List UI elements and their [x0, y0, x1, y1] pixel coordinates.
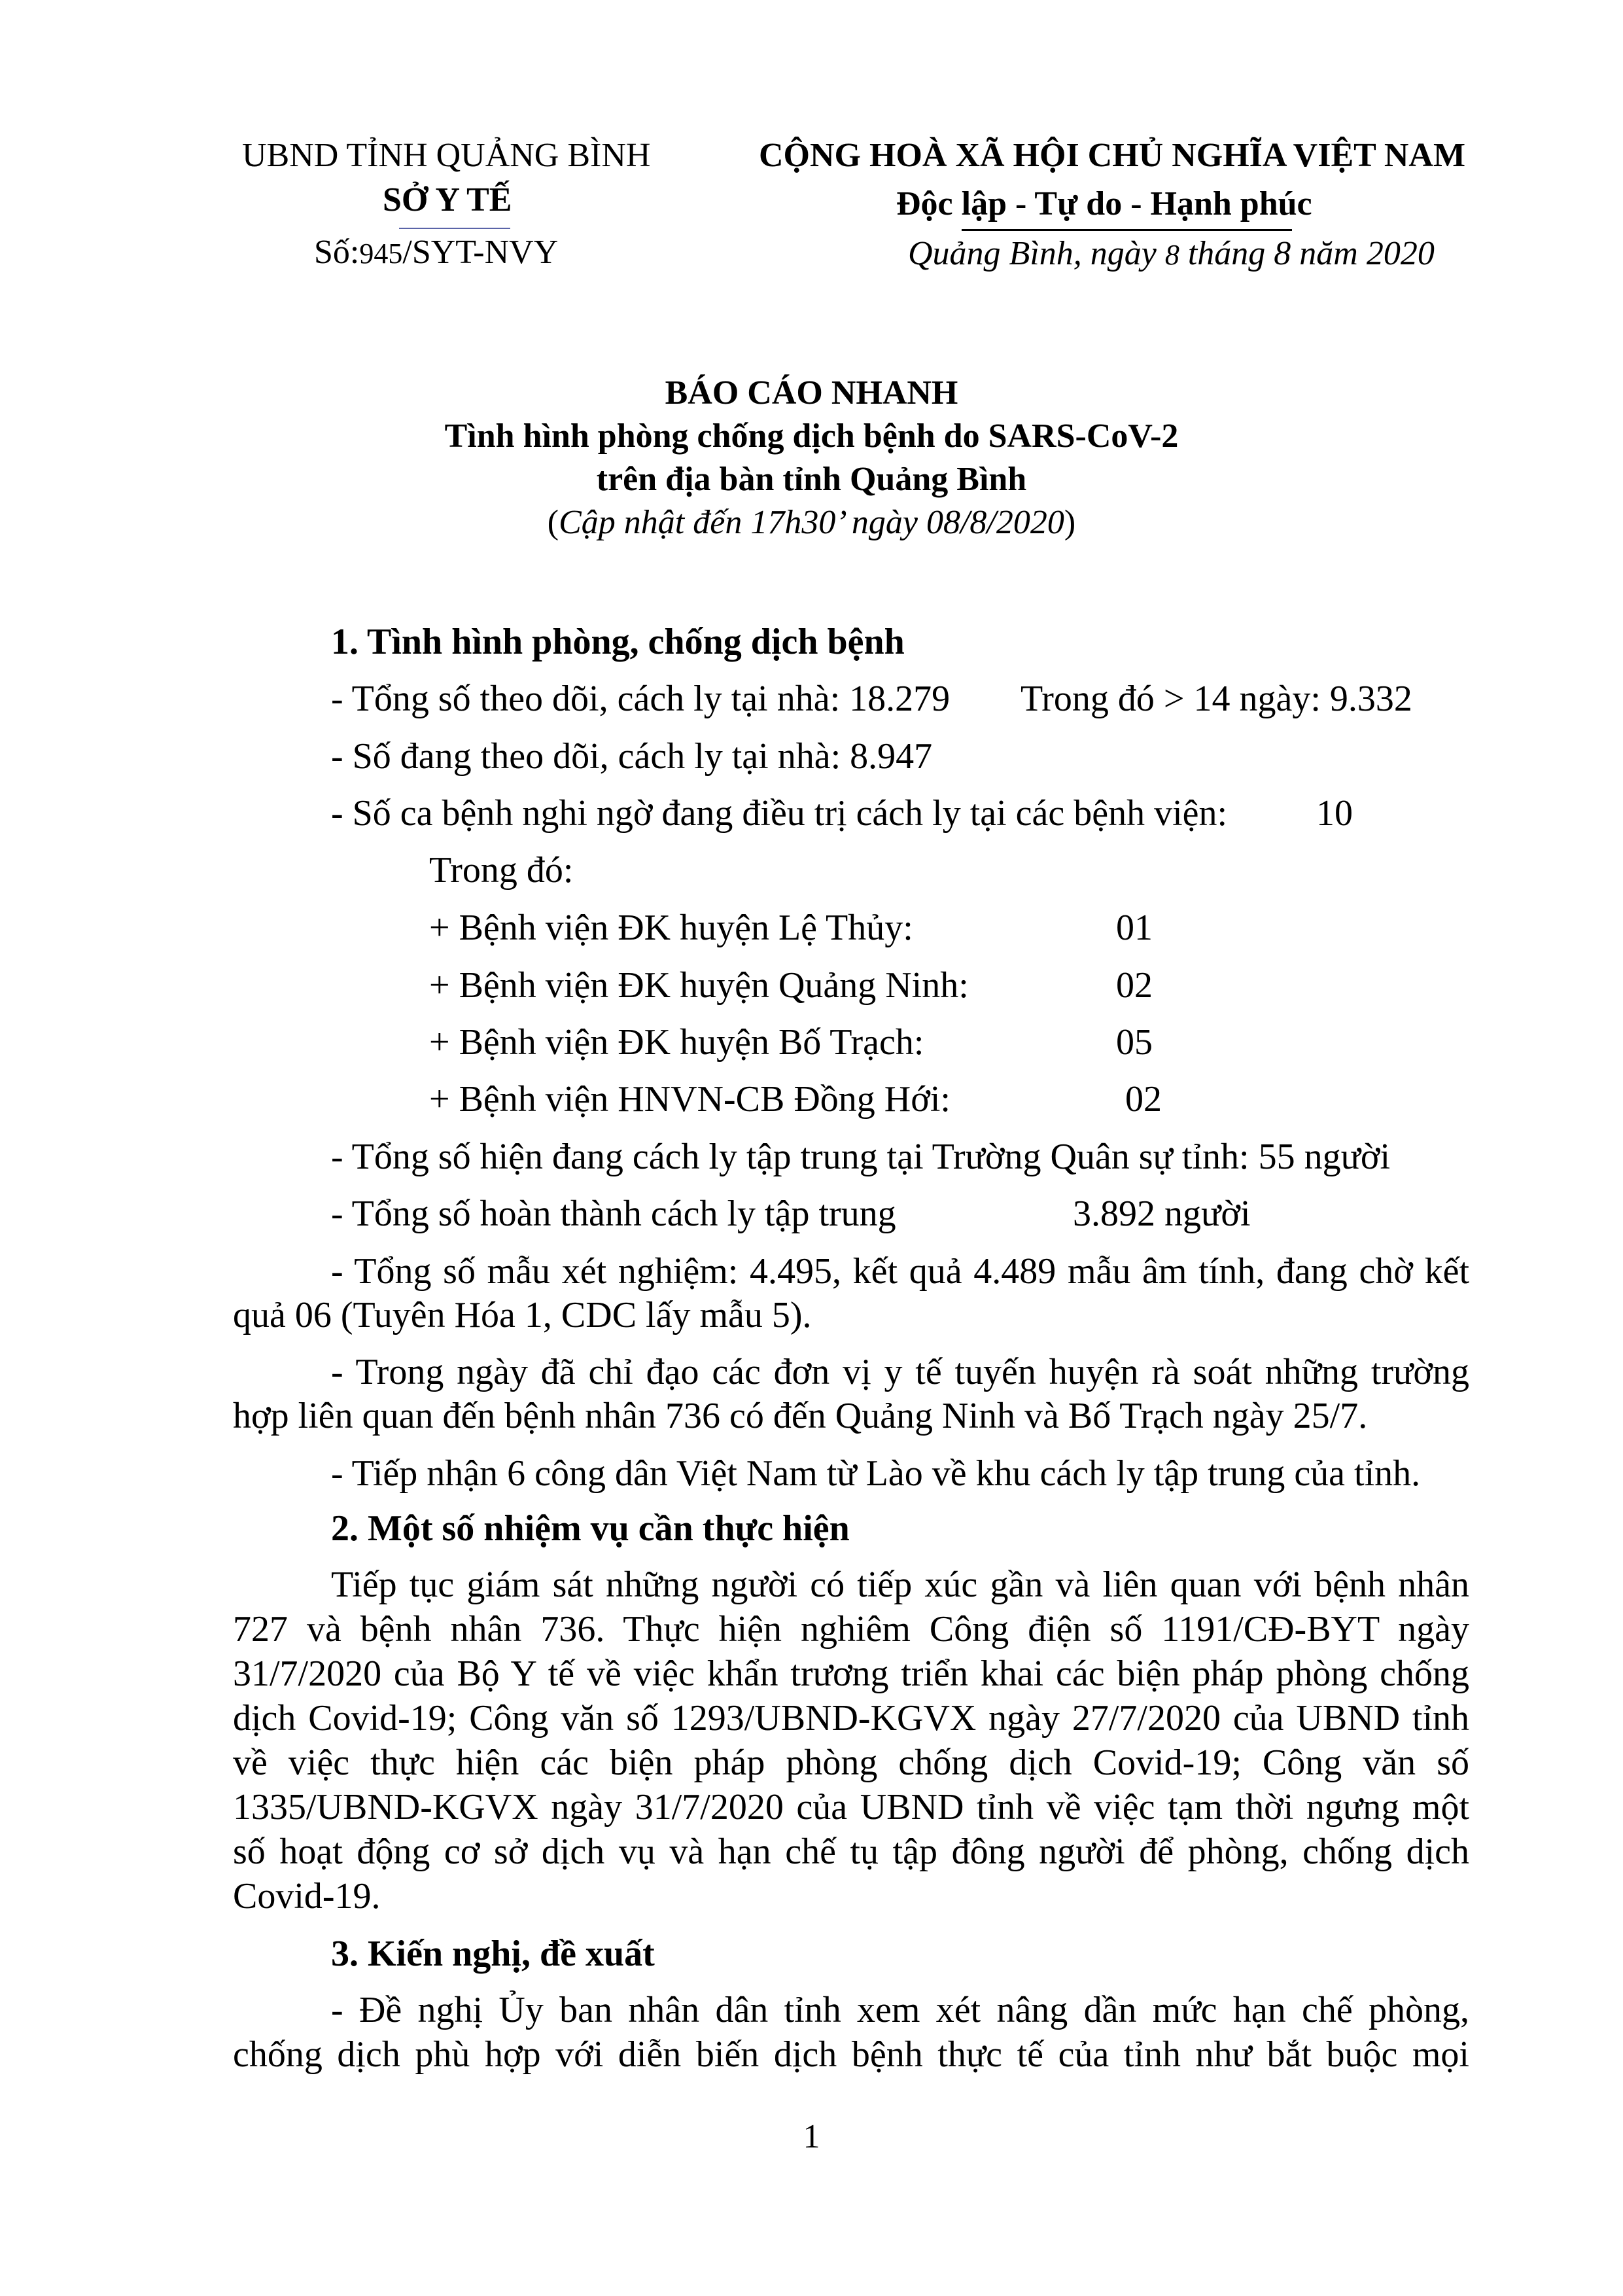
hospital-name: + Bệnh viện ĐK huyện Quảng Ninh: [429, 965, 969, 1006]
page-number: 1 [803, 2118, 820, 2155]
agency-name: SỞ Y TẾ [383, 181, 512, 219]
doc-number-handwritten: 945 [359, 238, 403, 270]
agency-underline [399, 228, 510, 229]
section-2-line: 1335/UBND-KGVX ngày 31/7/2020 của UBND tỉnh về việc tạm thời ngưng một [233, 1787, 1469, 1828]
suspected-cases-label: - Số ca bệnh nghi ngờ đang điều trị cách ly tại các bệnh viện: [331, 793, 1228, 834]
motto-underline [962, 229, 1292, 231]
section-2-heading: 2. Một số nhiệm vụ cần thực hiện [331, 1508, 850, 1549]
date-day: 8 [1164, 239, 1179, 271]
section-2-line: Tiếp tục giám sát những người có tiếp xúc gần và liên quan với bệnh nhân [331, 1564, 1469, 1605]
document-number [314, 236, 558, 270]
hospital-name: + Bệnh viện HNVN-CB Đồng Hới: [429, 1079, 951, 1120]
tests-line-1: - Tổng số mẫu xét nghiệm: 4.495, kết quả 4.489 mẫu âm tính, đang chờ kết [331, 1251, 1469, 1292]
home-isolation-over-14-days: Trong đó > 14 ngày: 9.332 [1021, 679, 1412, 719]
section-3-heading: 3. Kiến nghị, đề xuất [331, 1934, 655, 1974]
document-date [908, 237, 1435, 271]
section-3-line: chống dịch phù hợp với diễn biến dịch bệnh thực tế của tỉnh như bắt buộc mọi [233, 2034, 1469, 2075]
motto-part-3: phúc [1231, 185, 1312, 222]
tests-line-2: quả 06 (Tuyên Hóa 1, CDC lấy mẫu 5). [233, 1295, 812, 1335]
concentrated-isolation-done-label: - Tổng số hoàn thành cách ly tập trung [331, 1193, 896, 1234]
suspected-cases-value: 10 [1316, 793, 1353, 834]
motto-part-1: Độc [896, 185, 962, 222]
hospital-count: 02 [1125, 1079, 1162, 1120]
hospital-count: 05 [1116, 1022, 1153, 1063]
hospital-name: + Bệnh viện ĐK huyện Bố Trạch: [429, 1022, 924, 1063]
national-motto [896, 187, 1312, 221]
section-2-line: dịch Covid-19; Công văn số 1293/UBND-KGVX ngày 27/7/2020 của UBND tỉnh [233, 1698, 1469, 1739]
update-open-paren: ( [547, 504, 559, 541]
motto-part-2: lập - Tự do - Hạnh [961, 185, 1232, 222]
section-2-line: về việc thực hiện các biện pháp phòng chống dịch Covid-19; Công văn số [233, 1742, 1469, 1783]
report-subtitle: Tình hình phòng chống dịch bệnh do SARS-CoV-2 [444, 417, 1179, 455]
date-place: Quảng Bình, ngày [908, 235, 1165, 272]
section-2-line: 727 và bệnh nhân 736. Thực hiện nghiêm Công điện số 1191/CĐ-BYT ngày [233, 1609, 1469, 1650]
section-2-line: 31/7/2020 của Bộ Y tế về việc khẩn trương triển khai các biện pháp phòng chống [233, 1653, 1469, 1694]
doc-number-suffix: /SYT-NVY [402, 234, 559, 271]
section-1-heading: 1. Tình hình phòng, chống dịch bệnh [331, 622, 905, 662]
concentrated-isolation-current: - Tổng số hiện đang cách ly tập trung tại Trường Quân sự tỉnh: 55 người [331, 1137, 1391, 1177]
section-2-line: Covid-19. [233, 1876, 381, 1916]
concentrated-isolation-done-value: 3.892 người [1073, 1193, 1251, 1234]
date-month-year: tháng 8 năm 2020 [1179, 235, 1435, 272]
received-citizens: - Tiếp nhận 6 công dân Việt Nam từ Lào về khu cách ly tập trung của tỉnh. [331, 1453, 1421, 1494]
review-line-1: - Trong ngày đã chỉ đạo các đơn vị y tế tuyến huyện rà soát những trường [331, 1352, 1469, 1392]
report-subtitle-location: trên địa bàn tỉnh Quảng Bình [596, 461, 1027, 498]
update-close-paren: ) [1064, 504, 1076, 541]
home-isolation-total: - Tổng số theo dõi, cách ly tại nhà: 18.279 [331, 679, 951, 719]
hospital-count: 02 [1116, 965, 1153, 1006]
section-2-line: số hoạt động cơ sở dịch vụ và hạn chế tụ tập đông người để phòng, chống dịch [233, 1831, 1469, 1872]
in-which-label: Trong đó: [429, 850, 574, 891]
hospital-name: + Bệnh viện ĐK huyện Lệ Thủy: [429, 908, 913, 948]
nation-title: CỘNG HOÀ XÃ HỘI CHỦ NGHĨA VIỆT NAM [759, 137, 1466, 174]
report-update-time [0, 506, 1623, 540]
report-title: BÁO CÁO NHANH [665, 374, 958, 412]
hospital-count: 01 [1116, 908, 1153, 948]
section-3-line: - Đề nghị Ủy ban nhân dân tỉnh xem xét nâng dần mức hạn chế phòng, [331, 1990, 1469, 2030]
home-isolation-current: - Số đang theo dõi, cách ly tại nhà: 8.947 [331, 736, 933, 777]
update-text: Cập nhật đến 17h30’ ngày 08/8/2020 [559, 504, 1064, 541]
review-line-2: hợp liên quan đến bệnh nhân 736 có đến Quảng Ninh và Bố Trạch ngày 25/7. [233, 1396, 1368, 1436]
doc-number-prefix: Số: [314, 234, 360, 271]
agency-parent: UBND TỈNH QUẢNG BÌNH [242, 137, 651, 174]
